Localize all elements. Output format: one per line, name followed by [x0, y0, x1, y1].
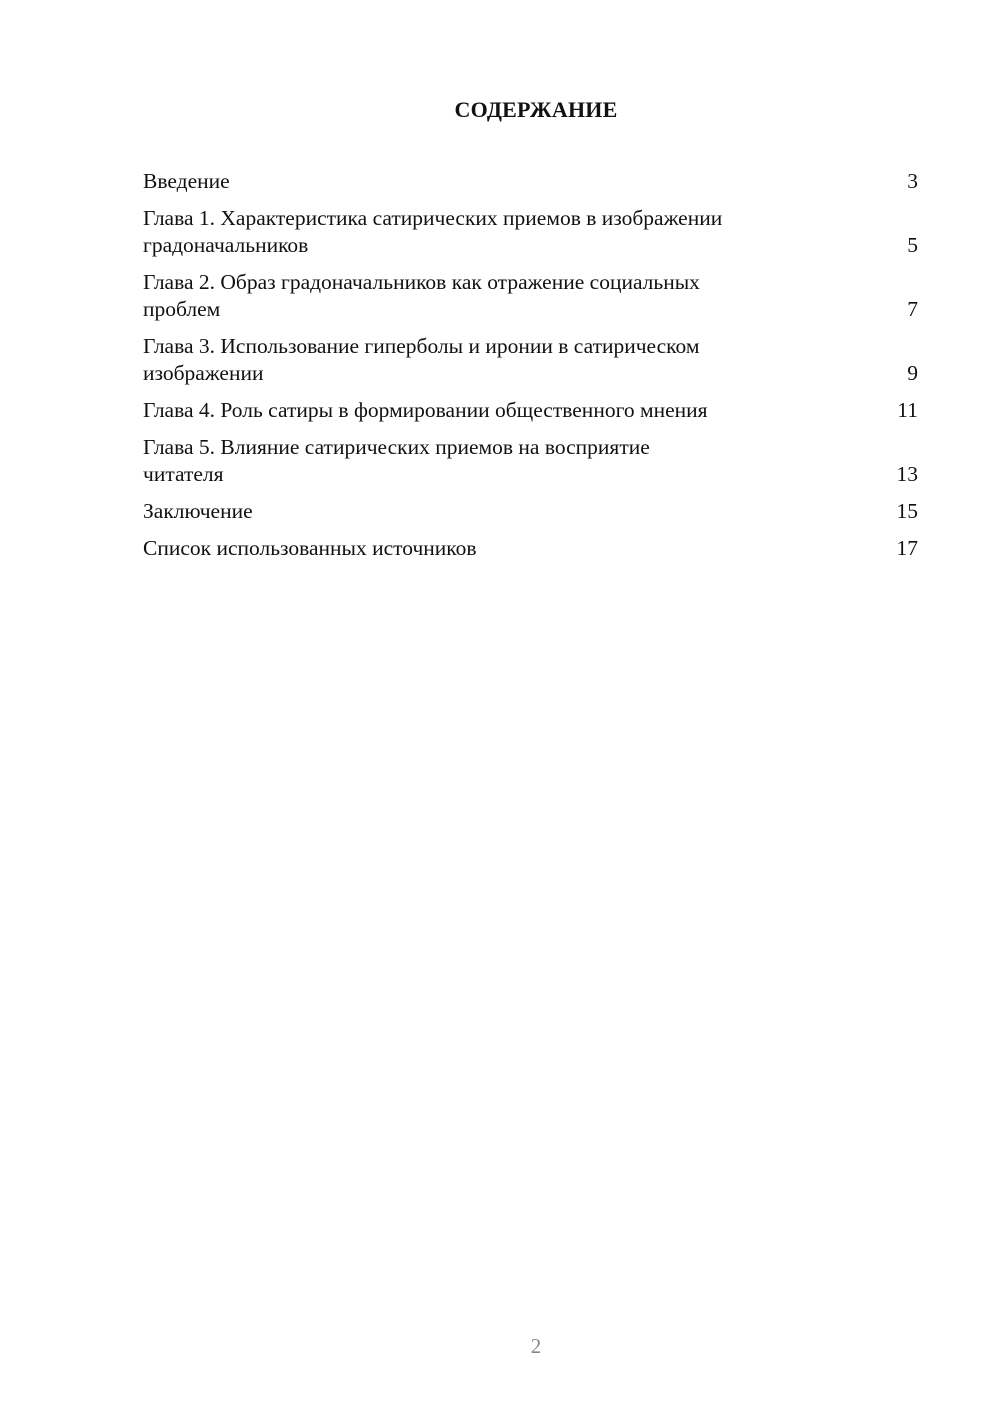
page-title: СОДЕРЖАНИЕ	[454, 97, 618, 122]
toc-entry-title: Глава 4. Роль сатиры в формировании общественного мнения	[143, 398, 708, 422]
toc-entry-title: Заключение	[143, 499, 253, 523]
table-of-contents	[143, 168, 918, 572]
toc-entry-page: 9	[907, 361, 918, 385]
toc-entry-introduction	[143, 168, 918, 195]
toc-entry-title: Глава 3. Использование гиперболы и иронии в сатирическом изображении	[143, 334, 700, 385]
toc-entry-chapter-1	[143, 205, 918, 259]
toc-entry-title: Введение	[143, 169, 230, 193]
toc-entry-page: 17	[896, 536, 918, 560]
toc-entry-title: Глава 1. Характеристика сатирических приемов в изображении градоначальников	[143, 206, 723, 257]
toc-entry-chapter-5	[143, 434, 918, 488]
toc-entry-page: 7	[907, 297, 918, 321]
toc-entry-conclusion	[143, 498, 918, 525]
page-number: 2	[530, 1334, 542, 1358]
toc-entry-page: 13	[896, 462, 918, 486]
toc-entry-title: Глава 2. Образ градоначальников как отражение социальных проблем	[143, 270, 700, 321]
toc-entry-chapter-3	[143, 333, 918, 387]
toc-entry-sources	[143, 535, 918, 562]
toc-entry-page: 11	[897, 398, 918, 422]
toc-entry-page: 5	[907, 233, 918, 257]
toc-entry-page: 3	[907, 169, 918, 193]
toc-entry-title: Глава 5. Влияние сатирических приемов на восприятие читателя	[143, 435, 650, 486]
toc-entry-title: Список использованных источников	[143, 536, 477, 560]
toc-entry-chapter-2	[143, 269, 918, 323]
toc-entry-page: 15	[896, 499, 918, 523]
toc-entry-chapter-4	[143, 397, 918, 424]
